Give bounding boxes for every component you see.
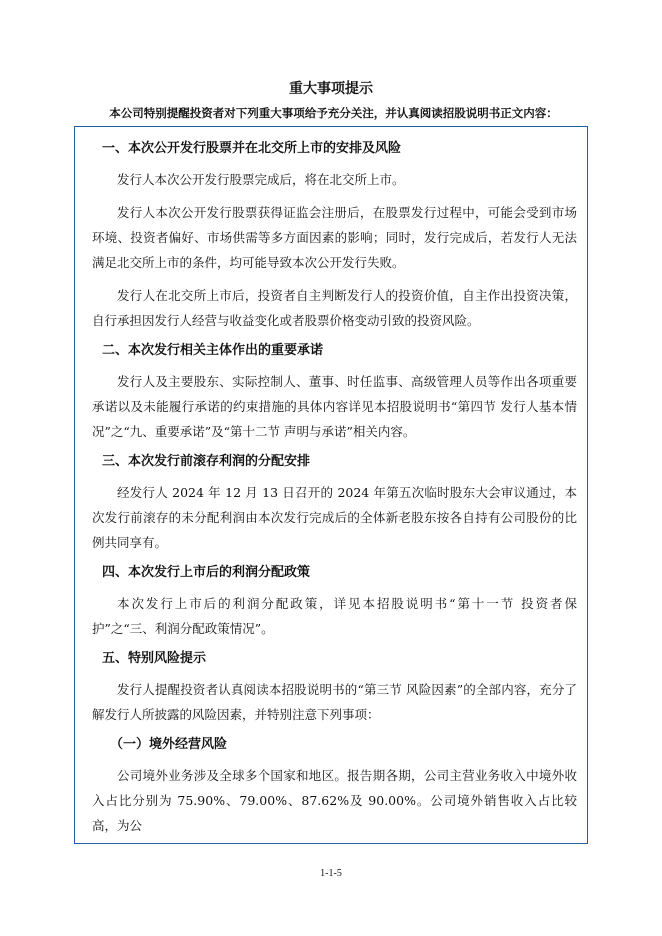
section-3 [92,452,577,555]
section-2 [92,341,577,444]
paragraph: 发行人提醒投资者认真阅读本招股说明书的“第三节 风险因素”的全部内容，充分了解发行人所披露的风险因素，并特别注意下列事项： [92,682,577,722]
section-heading: 四、本次发行上市后的利润分配政策 [102,565,311,580]
paragraph: 发行人本次公开发行股票获得证监会注册后，在股票发行过程中，可能会受到市场环境、投资者偏好、市场供需等多方面因素的影响；同时，发行完成后，若发行人无法满足北交所上市的条件，均可能导致本次公开发行失败。 [92,205,577,270]
section-heading: 三、本次发行前滚存利润的分配安排 [102,454,311,469]
section-5 [92,649,577,727]
section-heading: 五、特别风险提示 [102,651,207,666]
page-title: 重大事项提示 [289,81,373,97]
subsection-heading: （一）境外经营风险 [110,737,228,752]
paragraph: 经发行人 2024 年 12 月 13 日召开的 2024 年第五次临时股东大会审议通过，本次发行前滚存的未分配利润由本次发行完成后的全体新老股东按各自持有公司股份的比例共同享有。 [92,485,577,550]
paragraph: 发行人及主要股东、实际控制人、董事、时任监事、高级管理人员等作出各项重要承诺以及未能履行承诺的约束措施的具体内容详见本招股说明书“第四节 发行人基本情况”之“九、重要承诺”及“第十二节 声明与承诺”相关内容。 [92,374,577,439]
subsection-overseas-risk [92,735,577,838]
paragraph: 发行人在北交所上市后，投资者自主判断发行人的投资价值，自主作出投资决策，自行承担因发行人经营与收益变化或者股票价格变动引致的投资风险。 [92,288,577,328]
paragraph: 本次发行上市后的利润分配政策，详见本招股说明书“第十一节 投资者保护”之“三、利润分配政策情况”。 [92,596,577,636]
page-number: 1-1-5 [320,868,342,879]
section-4 [92,563,577,641]
section-1 [92,139,577,333]
section-heading: 二、本次发行相关主体作出的重要承诺 [102,343,324,358]
content-frame [74,126,588,844]
section-heading: 一、本次公开发行股票并在北交所上市的安排及风险 [102,141,402,156]
notice-text: 本公司特别提醒投资者对下列重大事项给予充分关注，并认真阅读招股说明书正文内容： [109,106,558,120]
paragraph: 公司境外业务涉及全球多个国家和地区。报告期各期，公司主营业务收入中境外收入占比分别为 75.90%、79.00%、87.62%及 90.00%。公司境外销售收入占比较高，为公 [92,768,577,833]
paragraph: 发行人本次公开发行股票完成后，将在北交所上市。 [117,172,405,187]
